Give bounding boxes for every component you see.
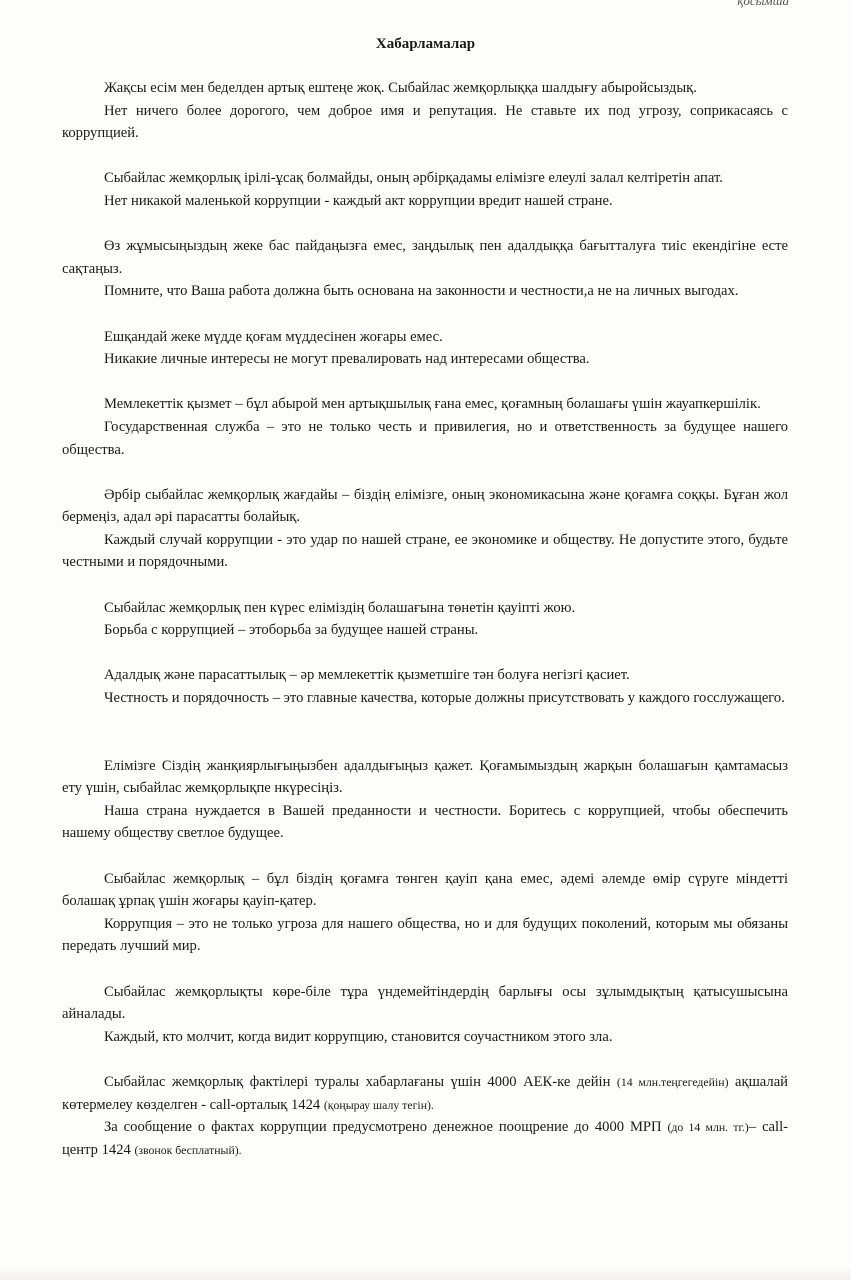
- hotline-amount-note: (до 14 млн. тг.): [667, 1120, 749, 1135]
- message-block: [62, 981, 788, 1049]
- message-block: [62, 597, 788, 642]
- hotline-free-call-note: (қоңырау шалу тегін).: [323, 1097, 434, 1112]
- hotline-text: – call-центр 1424: [62, 1119, 788, 1158]
- message-block: [62, 326, 788, 371]
- hotline-free-call-note: (звонок бесплатный).: [134, 1142, 242, 1157]
- message-block: [62, 167, 788, 212]
- paragraph-kazakh: Сыбайлас жемқорлық ірілі-ұсақ болмайды, оның әрбірқадамы елімізге елеулі залал келтіретін апат.: [104, 170, 723, 187]
- paragraph-kazakh: Ешқандай жеке мүдде қоғам мүддесінен жоғары емес.: [104, 328, 443, 345]
- page-bottom-edge: [0, 1266, 851, 1280]
- paragraph-kazakh: Сыбайлас жемқорлықты көре-біле тұра үндемейтіндердің барлығы осы зұлымдықтың қатысушысына айналады.: [62, 983, 788, 1023]
- paragraph-kazakh: Әрбір сыбайлас жемқорлық жағдайы – біздің елімізге, оның экономикасына және қоғамға соққы. Бұған жол бермеңіз, адал әрі парасатты болайық.: [62, 486, 788, 526]
- document-body: [62, 77, 788, 1161]
- message-block: [62, 235, 788, 303]
- page-title: Хабарламалар: [375, 36, 476, 52]
- paragraph-russian: Борьба с коррупцией – этоборьба за будущее нашей страны.: [104, 622, 479, 639]
- message-block: [62, 77, 788, 145]
- header-fragment: қосымша: [737, 0, 789, 8]
- paragraph-kazakh: Сыбайлас жемқорлық – бұл біздің қоғамға төнген қауіп қана емес, әдемі әлемде өмір сүруге міндетті болашақ ұрпақ үшін жоғары қауіп-қатер.: [62, 870, 788, 910]
- paragraph-russian: Нет ничего более дорогого, чем доброе имя и репутация. Не ставьте их под угрозу, соприкасаясь с коррупцией.: [62, 102, 788, 142]
- hotline-block: [62, 1071, 788, 1161]
- message-block: [62, 755, 788, 845]
- hotline-text: Сыбайлас жемқорлық фактілері туралы хабарлағаны үшін 4000 АЕК-ке дейін: [104, 1073, 617, 1090]
- paragraph-russian: Никакие личные интересы не могут превалировать над интересами общества.: [104, 351, 590, 368]
- message-block: [62, 868, 788, 958]
- paragraph-kazakh: Жақсы есім мен беделден артық ештеңе жоқ. Сыбайлас жемқорлыққа шалдығу абыройсыздық.: [104, 80, 697, 96]
- paragraph-russian: Честность и порядочность – это главные качества, которые должны присутствовать у каждого госслужащего.: [104, 690, 785, 707]
- hotline-paragraph-kazakh: [62, 1071, 788, 1116]
- paragraph-russian: Каждый, кто молчит, когда видит коррупцию, становится соучастником этого зла.: [104, 1028, 613, 1045]
- paragraph-kazakh: Мемлекеттік қызмет – бұл абырой мен артықшылық ғана емес, қоғамның болашағы үшін жауапкершілік.: [104, 396, 761, 413]
- hotline-paragraph-russian: [62, 1116, 788, 1161]
- paragraph-kazakh: Өз жұмысыңыздың жеке бас пайдаңызға емес, заңдылық пен адалдыққа бағытталуға тиіс екендігіне есте сақтаңыз.: [62, 238, 788, 277]
- message-block: [62, 393, 788, 461]
- paragraph-kazakh: Сыбайлас жемқорлық пен күрес еліміздің болашағына төнетін қауіпті жою.: [104, 599, 576, 616]
- paragraph-russian: Государственная служба – это не только честь и привилегия, но и ответственность за будущее нашего общества.: [62, 418, 788, 458]
- message-block: [62, 484, 788, 574]
- paragraph-russian: Помните, что Ваша работа должна быть основана на законности и честности,а не на личных выгодах.: [104, 283, 739, 300]
- hotline-text: ақшалай көтермелеу көзделген - call-орталық 1424: [62, 1073, 788, 1113]
- message-block: [62, 664, 788, 709]
- paragraph-russian: Каждый случай коррупции - это удар по нашей стране, ее экономике и обществу. Не допустите этого, будьте честными и порядочными.: [62, 531, 788, 571]
- hotline-text: За сообщение о фактах коррупции предусмотрено денежное поощрение до 4000 МРП: [104, 1119, 668, 1136]
- paragraph-kazakh: Адалдық және парасаттылық – әр мемлекеттік қызметшіге тән болуға негізгі қасиет.: [104, 667, 630, 684]
- paragraph-russian: Нет никакой маленькой коррупции - каждый акт коррупции вредит нашей стране.: [104, 192, 613, 209]
- paragraph-russian: Наша страна нуждается в Вашей преданности и честности. Боритесь с коррупцией, чтобы обеспечить нашему обществу светлое будущее.: [62, 802, 788, 842]
- hotline-amount-note: (14 млн.теңгегедейін): [616, 1074, 729, 1089]
- paragraph-russian: Коррупция – это не только угроза для нашего общества, но и для будущих поколений, которым мы обязаны передать лучший мир.: [62, 915, 788, 955]
- paragraph-kazakh: Елімізге Сіздің жанқиярлығыңызбен адалдығыңыз қажет. Қоғамымыздың жарқын болашағын қамтамасыз ету үшін, сыбайлас жемқорлықпе нкүресіңіз.: [62, 757, 788, 797]
